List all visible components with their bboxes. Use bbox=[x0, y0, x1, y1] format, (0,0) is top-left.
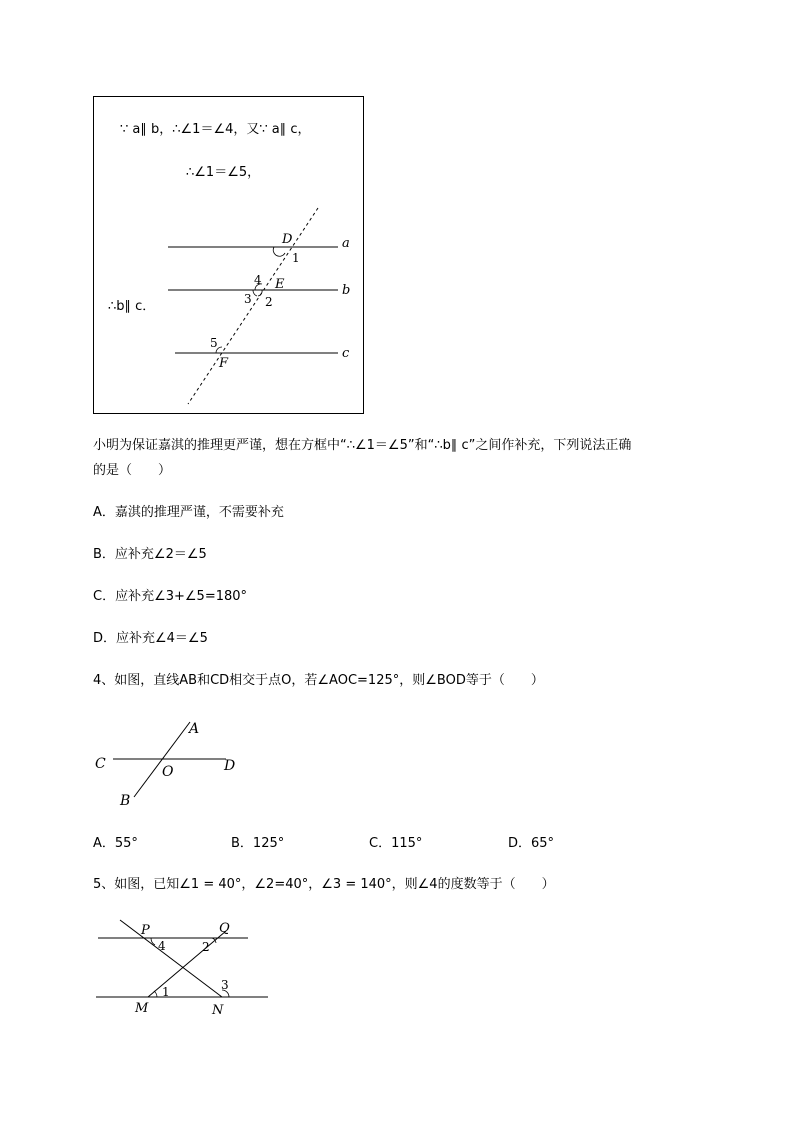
label-e: E bbox=[275, 277, 285, 292]
parallel-lines-diagram bbox=[168, 208, 350, 404]
q5-stem: 5、如图，已知∠1 = 40°，∠2=40°，∠3 = 140°，则∠4的度数等于（ ） bbox=[93, 877, 555, 892]
segment-pn bbox=[120, 920, 222, 997]
label-angle-5: 5 bbox=[210, 336, 218, 350]
label-angle-3: 3 bbox=[244, 292, 252, 306]
q4-option-c: C．115° bbox=[369, 836, 423, 851]
label-a: a bbox=[342, 236, 350, 251]
label-angle-2: 2 bbox=[265, 295, 273, 309]
q3-option-d: D．应补充∠4＝∠5 bbox=[93, 631, 208, 646]
q4-stem: 4、如图，直线AB和CD相交于点O，若∠AOC=125°，则∠BOD等于（ ） bbox=[93, 673, 544, 688]
q4-option-d: D．65° bbox=[508, 836, 555, 851]
proof-conclusion: ∴b∥ c． bbox=[108, 299, 156, 314]
proof-line-1: ∵ a∥ b，∴∠1＝∠4，又∵ a∥ c， bbox=[120, 122, 311, 137]
transversal-line bbox=[188, 208, 318, 404]
label-d: D bbox=[282, 232, 293, 247]
angle-3-arc bbox=[253, 290, 257, 296]
label-c: c bbox=[342, 346, 350, 361]
angle-1-arc bbox=[273, 247, 285, 256]
label-f: F bbox=[219, 356, 229, 371]
label-O: O bbox=[162, 764, 174, 780]
label-P: P bbox=[141, 923, 150, 938]
proof-line-2: ∴∠1＝∠5， bbox=[186, 165, 261, 180]
label-angle-1: 1 bbox=[292, 251, 300, 265]
q3-stem-line-2: 的是（ ） bbox=[93, 463, 172, 478]
angle-2-arc bbox=[258, 290, 262, 296]
label-D: D bbox=[224, 758, 236, 774]
intersecting-lines-diagram bbox=[95, 721, 235, 809]
q3-option-a: A．嘉淇的推理严谨，不需要补充 bbox=[93, 505, 284, 520]
label-angle-4: 4 bbox=[254, 273, 262, 287]
label-angle-3: 3 bbox=[221, 978, 229, 992]
q3-stem-line-1: 小明为保证嘉淇的推理更严谨，想在方框中“∴∠1＝∠5”和“∴b∥ c”之间作补充，下列说法正确 bbox=[93, 438, 632, 453]
label-angle-4: 4 bbox=[158, 939, 166, 953]
label-angle-1: 1 bbox=[162, 985, 170, 999]
angle-1-arc bbox=[154, 991, 157, 997]
q3-option-c: C．应补充∠3+∠5=180° bbox=[93, 589, 248, 604]
label-B: B bbox=[120, 793, 131, 809]
label-N: N bbox=[212, 1003, 224, 1018]
pqmn-diagram bbox=[96, 920, 268, 1018]
label-angle-2: 2 bbox=[202, 940, 210, 954]
q4-option-a: A．55° bbox=[93, 836, 138, 851]
label-A: A bbox=[189, 721, 200, 737]
label-M: M bbox=[135, 1001, 149, 1016]
label-C: C bbox=[95, 756, 106, 772]
label-b: b bbox=[342, 283, 351, 298]
label-Q: Q bbox=[219, 921, 230, 936]
q4-option-b: B．125° bbox=[231, 836, 285, 851]
q3-option-b: B．应补充∠2＝∠5 bbox=[93, 547, 207, 562]
